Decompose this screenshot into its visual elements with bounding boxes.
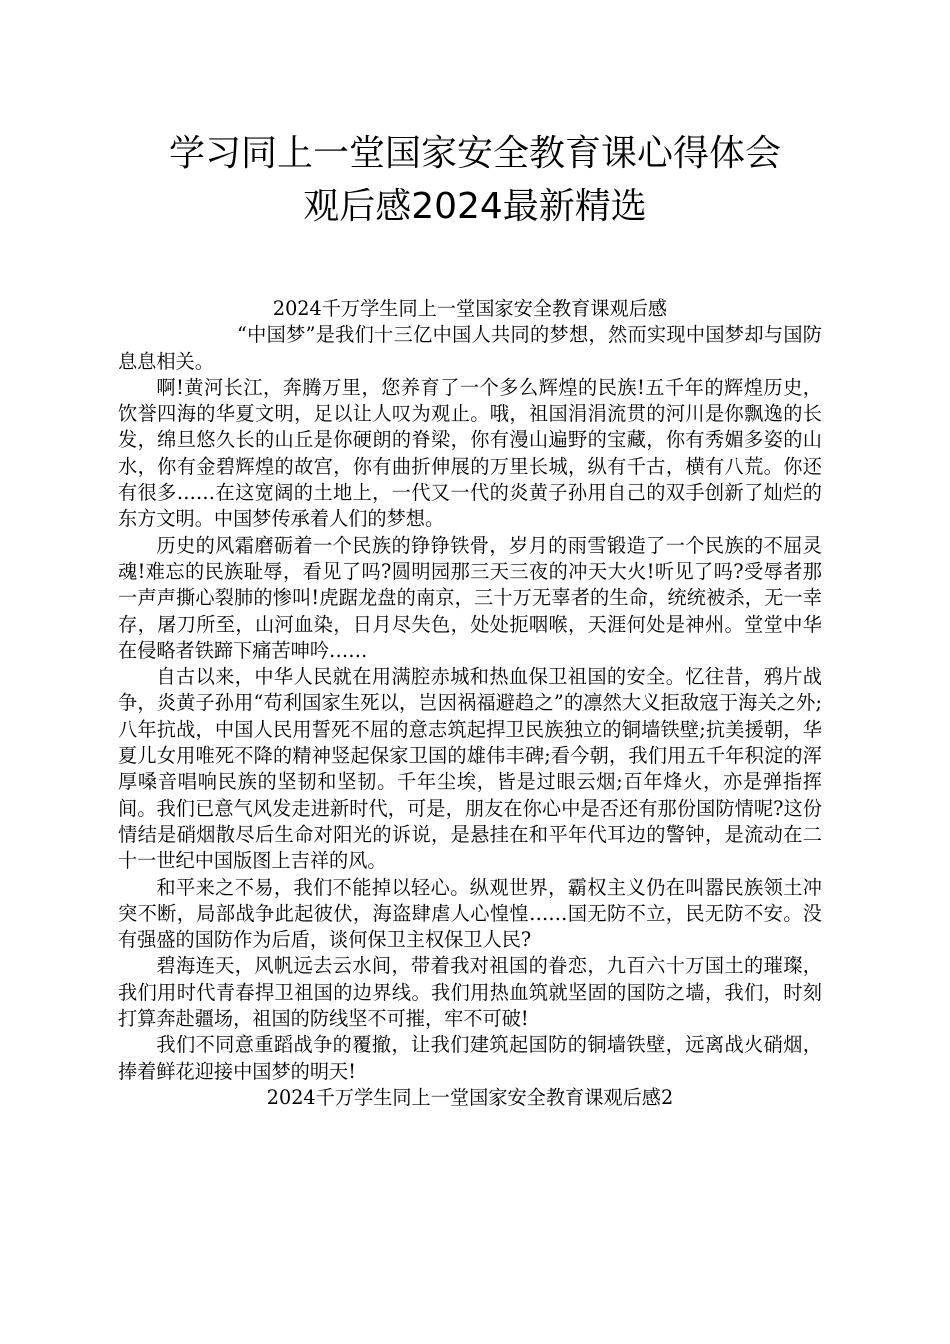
section-heading-1: 2024千万学生同上一堂国家安全教育课观后感 <box>272 297 668 320</box>
paragraph-3: 自古以来，中华人民就在用满腔赤城和热血保卫祖国的安全。忆往昔，鸦片战争，炎黄子孙用“苟利国家生死以，岂因祸福避趋之”的凛然大义拒敌寇于海关之外;八年抗战，中国人民用誓死不屈的意志筑起捍卫民族独立的铜墙铁壁;抗美援朝，华夏儿女用唯死不降的精神竖起保家卫国的雄伟丰碑;看今朝，我们用五千年积淀的浑厚嗓音唱响民族的坚韧和坚韧。千年尘埃，皆是过眼云烟;百年烽火，亦是弹指挥间。我们已意气风发走进新时代，可是，朋友在你心中是否还有那份国防情呢?这份情结是硝烟散尽后生命对阳光的诉说，是悬挂在和平年代耳边的警钟，是流动在二十一世纪中国版图上吉祥的风。 <box>118 665 822 873</box>
document-title <box>0 127 950 233</box>
title-line-2: 观后感2024最新精选 <box>303 186 647 227</box>
paragraph-4: 和平来之不易，我们不能掉以轻心。纵观世界，霸权主义仍在叫嚣民族领土冲突不断，局部战争此起彼伏，海盗肆虐人心惶惶……国无防不立，民无防不安。没有强盛的国防作为后盾，谈何保卫主权保卫人民? <box>118 875 822 952</box>
paragraph-6: 我们不同意重蹈战争的覆撤，让我们建筑起国防的铜墙铁壁，远离战火硝烟，捧着鲜花迎接中国梦的明天! <box>118 1033 822 1083</box>
paragraph-5: 碧海连天，风帆远去云水间，带着我对祖国的眷恋，九百六十万国土的璀璨，我们用时代青春捍卫祖国的边界线。我们用热血筑就坚固的国防之墙，我们，时刻打算奔赴疆场，祖国的防线坚不可摧，牢不可破! <box>118 954 822 1031</box>
intro-paragraph: “中国梦”是我们十三亿中国人共同的梦想，然而实现中国梦却与国防息息相关。 <box>118 323 822 373</box>
paragraph-1: 啊!黄河长江，奔腾万里，您养育了一个多么辉煌的民族!五千年的辉煌历史，饮誉四海的华夏文明，足以让人叹为观止。哦，祖国涓涓流贯的河川是你飘逸的长发，绵旦悠久长的山丘是你硬朗的脊梁，你有漫山遍野的宝藏，你有秀媚多姿的山水，你有金碧辉煌的故宫，你有曲折伸展的万里长城，纵有千古，横有八荒。你还有很多……在这宽阔的土地上，一代又一代的炎黄子孙用自己的双手创新了灿烂的东方文明。中国梦传承着人们的梦想。 <box>118 375 822 531</box>
paragraph-2: 历史的风霜磨砺着一个民族的铮铮铁骨，岁月的雨雪锻造了一个民族的不屈灵魂!难忘的民族耻辱，看见了吗?圆明园那三天三夜的冲天大火!听见了吗?受辱者那一声声撕心裂肺的惨叫!虎踞龙盘的南京，三十万无辜者的生命，统统被杀，无一幸存，屠刀所至，山河血染，日月尽失色，处处扼咽喉，天涯何处是神州。堂堂中华在侵略者铁蹄下痛苦呻吟…… <box>118 533 822 662</box>
section-heading-2: 2024千万学生同上一堂国家安全教育课观后感2 <box>266 1085 674 1109</box>
document-body <box>118 296 822 1111</box>
title-line-1: 学习同上一堂国家安全教育课心得体会 <box>168 133 781 174</box>
